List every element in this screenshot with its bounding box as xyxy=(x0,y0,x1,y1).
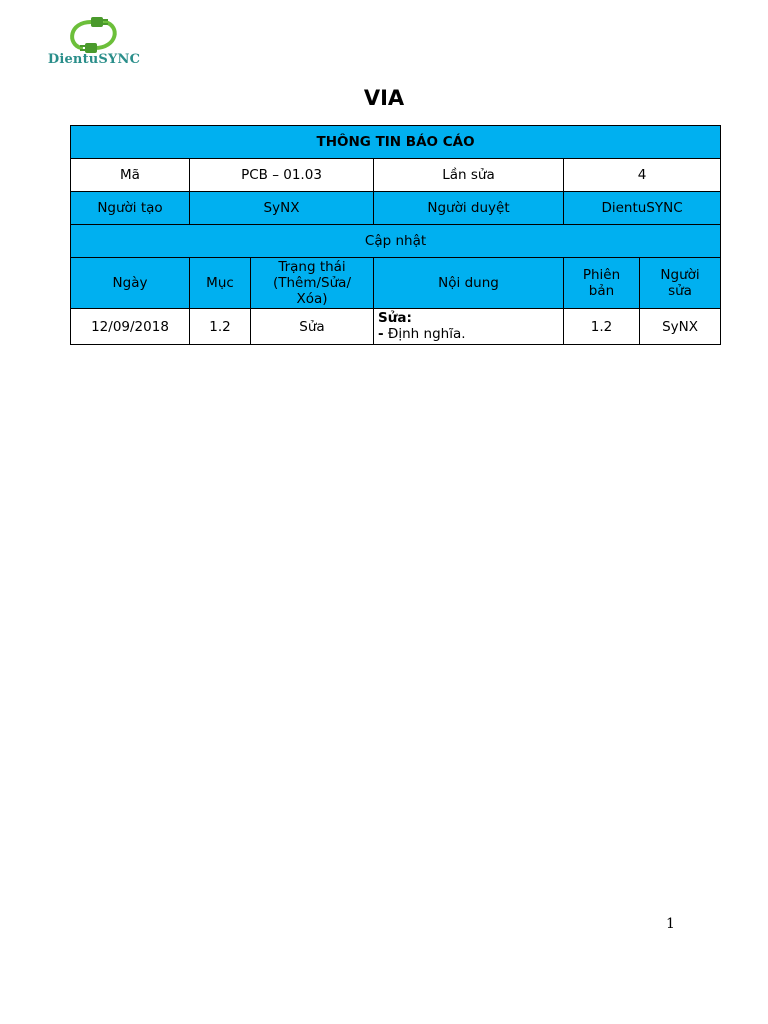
report-info-header: THÔNG TIN BÁO CÁO xyxy=(71,126,721,159)
row-editor: SyNX xyxy=(640,309,721,345)
row-section: 1.2 xyxy=(190,309,251,345)
col-version-line1: Phiên xyxy=(582,267,621,283)
report-info-table xyxy=(70,125,721,345)
author-label: Người tạo xyxy=(71,192,190,225)
col-date: Ngày xyxy=(71,258,190,309)
row-version: 1.2 xyxy=(564,309,640,345)
page-number: 1 xyxy=(666,916,675,932)
col-status xyxy=(251,258,374,309)
author-row xyxy=(71,192,721,225)
row-date: 12/09/2018 xyxy=(71,309,190,345)
row-content xyxy=(374,309,564,345)
table-header-row xyxy=(71,126,721,159)
col-version xyxy=(564,258,640,309)
code-row xyxy=(71,159,721,192)
author-value: SyNX xyxy=(190,192,374,225)
code-label: Mã xyxy=(71,159,190,192)
row-content-heading: Sửa: xyxy=(378,310,412,326)
plug-cycle-icon xyxy=(61,16,125,54)
revision-label: Lần sửa xyxy=(374,159,564,192)
col-editor-line2: sửa xyxy=(668,283,692,299)
col-status-line3: Xóa) xyxy=(296,291,328,307)
row-status: Sửa xyxy=(251,309,374,345)
row-content-item xyxy=(378,326,559,342)
update-columns-row xyxy=(71,258,721,309)
col-status-line1: Trạng thái xyxy=(278,259,346,275)
logo-text: DientuSYNC xyxy=(47,52,141,67)
col-section: Mục xyxy=(190,258,251,309)
col-editor xyxy=(640,258,721,309)
row-content-text: Định nghĩa. xyxy=(387,326,466,342)
row-content-bullet: - xyxy=(378,326,384,342)
approver-label: Người duyệt xyxy=(374,192,564,225)
update-title: Cập nhật xyxy=(71,225,721,258)
update-title-row xyxy=(71,225,721,258)
company-logo xyxy=(47,16,141,70)
col-version-line2: bản xyxy=(588,283,615,299)
col-editor-line1: Người xyxy=(660,267,700,283)
document-title: VIA xyxy=(363,86,405,110)
approver-value: DientuSYNC xyxy=(564,192,721,225)
code-value: PCB – 01.03 xyxy=(190,159,374,192)
col-status-line2: (Thêm/Sửa/ xyxy=(272,275,352,291)
revision-value: 4 xyxy=(564,159,721,192)
col-content: Nội dung xyxy=(374,258,564,309)
table-row xyxy=(71,309,721,345)
